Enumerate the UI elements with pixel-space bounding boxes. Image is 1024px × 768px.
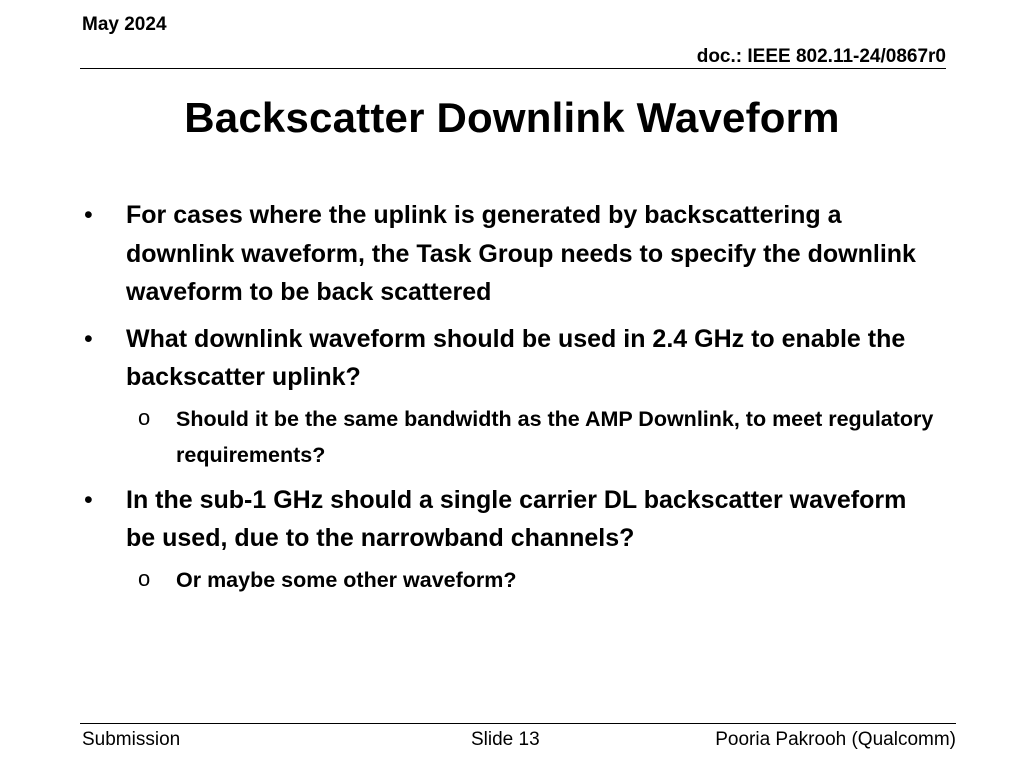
bullet-marker: •: [84, 324, 93, 353]
bullet-marker: •: [84, 201, 93, 229]
bullet-marker: •: [84, 485, 93, 514]
footer-divider: [80, 723, 956, 724]
slide-title: Backscatter Downlink Waveform: [184, 94, 840, 141]
bullet-item: [80, 196, 940, 312]
footer-slide-number: Slide 13: [471, 729, 540, 750]
bullet-item: [80, 481, 940, 558]
header-doc-id: doc.: IEEE 802.11-24/0867r0: [696, 46, 946, 67]
footer-author: Pooria Pakrooh (Qualcomm): [715, 729, 956, 750]
footer-submission: Submission: [82, 729, 181, 750]
slide-content: [80, 196, 940, 606]
bullet-text: What downlink waveform should be used in 2.4 GHz to enable the backscatter uplink?: [126, 324, 906, 391]
sub-bullet-item: [80, 562, 940, 598]
sub-bullet-marker: o: [138, 404, 151, 430]
sub-bullet-marker: o: [138, 565, 151, 591]
header-divider: [80, 68, 946, 69]
bullet-item: [80, 320, 940, 397]
sub-bullet-text: Or maybe some other waveform?: [176, 567, 517, 592]
bullet-text: For cases where the uplink is generated by backscattering a downlink waveform, the Task Group needs to specify the downlink waveform to be back scattered: [126, 201, 916, 306]
bullet-text: In the sub-1 GHz should a single carrier DL backscatter waveform be used, due to the narrowband channels?: [126, 485, 907, 552]
sub-bullet-text: Should it be the same bandwidth as the AMP Downlink, to meet regulatory requirements?: [176, 406, 934, 467]
sub-bullet-item: [80, 401, 940, 473]
header-date: May 2024: [82, 14, 167, 35]
